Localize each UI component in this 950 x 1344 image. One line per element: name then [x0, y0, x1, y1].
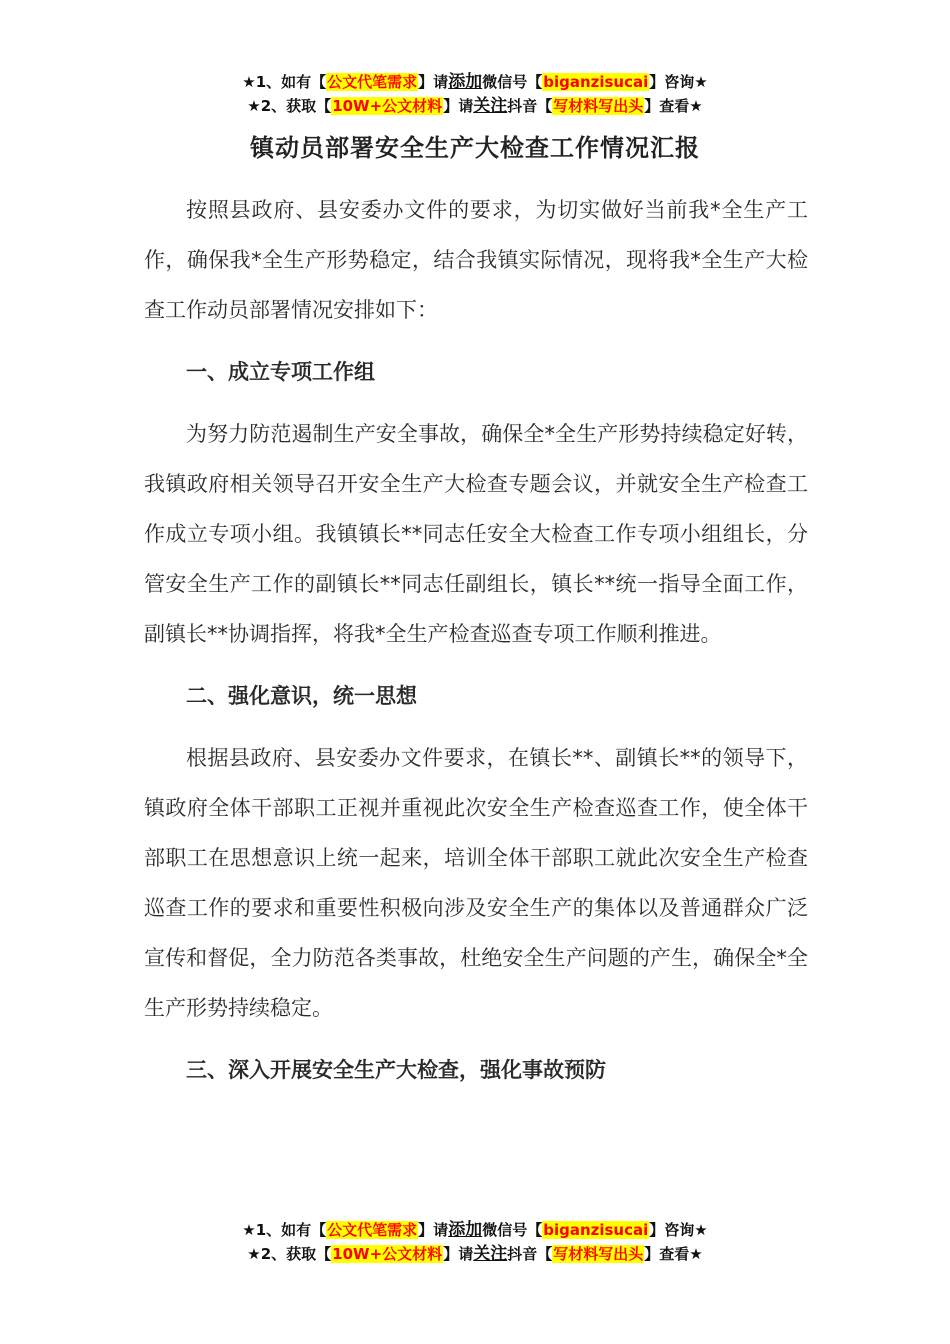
promo-line-2	[0, 1242, 950, 1266]
star-icon: ★	[242, 1221, 256, 1239]
section-heading-3: 三、深入开展安全生产大检查，强化事故预防	[186, 1058, 606, 1082]
promo-emphasis: 关注	[473, 96, 508, 116]
promo-text: 1、如有【	[255, 1221, 327, 1239]
promo-wechat-id: biganzisucai	[543, 1221, 649, 1239]
promo-emphasis: 关注	[473, 1244, 508, 1264]
promo-text: 】请	[418, 73, 449, 91]
promo-text: 】咨询★	[649, 1221, 708, 1239]
promo-line-2	[0, 94, 950, 118]
star-icon: ★	[242, 73, 256, 91]
promo-text: 】咨询★	[649, 73, 708, 91]
promo-text: 】查看★	[644, 1245, 703, 1263]
section-body-1: 为努力防范遏制生产安全事故，确保全*全生产形势持续稳定好转，我镇政府相关领导召开安全生产大检查专题会议，并就安全生产检查工作成立专项小组。我镇镇长**同志任安全大检查工作专项小组组长，分管安全生产工作的副镇长**同志任副组长，镇长**统一指导全面工作，副镇长**协调指挥，将我*全生产检查巡查专项工作顺利推进。	[144, 422, 808, 646]
promo-text: 】查看★	[644, 97, 703, 115]
document-body	[144, 185, 808, 1107]
promo-line-1	[0, 70, 950, 94]
promo-douyin-id: 写材料写出头	[553, 1245, 644, 1263]
section-body-2: 根据县政府、县安委办文件要求，在镇长**、副镇长**的领导下，镇政府全体干部职工正视并重视此次安全生产检查巡查工作，使全体干部职工在思想意识上统一起来，培训全体干部职工就此次安全生产检查巡查工作的要求和重要性积极向涉及安全生产的集体以及普通群众广泛宣传和督促，全力防范各类事故，杜绝安全生产问题的产生，确保全*全生产形势持续稳定。	[144, 746, 808, 1020]
promo-text: 1、如有【	[255, 73, 327, 91]
promo-text: 抖音【	[507, 97, 553, 115]
promo-text: 抖音【	[507, 1245, 553, 1263]
promo-highlight: 公文代笔需求	[327, 73, 418, 91]
promo-text: 2、获取【	[260, 97, 332, 115]
promo-emphasis: 添加	[448, 1220, 483, 1240]
section-heading-1: 一、成立专项工作组	[186, 360, 375, 384]
promo-banner-top	[0, 70, 950, 118]
intro-paragraph: 按照县政府、县安委办文件的要求，为切实做好当前我*全生产工作，确保我*全生产形势稳定，结合我镇实际情况，现将我*全生产大检查工作动员部署情况安排如下：	[144, 198, 808, 322]
promo-text: 】请	[443, 1245, 474, 1263]
promo-wechat-id: biganzisucai	[543, 73, 649, 91]
promo-douyin-id: 写材料写出头	[553, 97, 644, 115]
promo-text: 2、获取【	[260, 1245, 332, 1263]
promo-highlight: 10W+公文材料	[332, 1245, 443, 1263]
promo-text: 微信号【	[482, 73, 543, 91]
promo-highlight: 10W+公文材料	[332, 97, 443, 115]
promo-line-1	[0, 1218, 950, 1242]
promo-text: 】请	[443, 97, 474, 115]
promo-highlight: 公文代笔需求	[327, 1221, 418, 1239]
section-heading-2: 二、强化意识，统一思想	[186, 684, 417, 708]
star-icon: ★	[247, 97, 261, 115]
promo-text: 】请	[418, 1221, 449, 1239]
document-title: 镇动员部署安全生产大检查工作情况汇报	[250, 134, 700, 162]
promo-text: 微信号【	[482, 1221, 543, 1239]
promo-emphasis: 添加	[448, 72, 483, 92]
promo-banner-bottom	[0, 1218, 950, 1266]
star-icon: ★	[247, 1245, 261, 1263]
